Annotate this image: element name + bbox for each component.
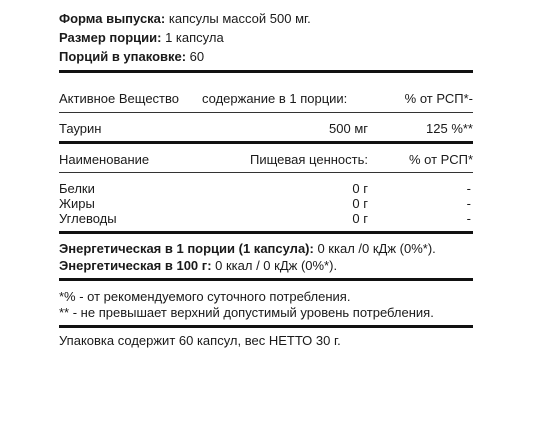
package-info: Упаковка содержит 60 капсул, вес НЕТТО 30 г. [59, 333, 341, 348]
divider-thick [59, 141, 473, 144]
serving-size [59, 30, 224, 45]
substance-rda: 125 %** [426, 121, 473, 136]
nutrient-rda: - [466, 196, 471, 211]
divider-thick [59, 278, 473, 281]
nutrient-amount: 0 г [352, 211, 368, 226]
energy-per-portion-value: 0 ккал /0 кДж (0%*). [313, 241, 436, 256]
nutrient-name: Белки [59, 181, 95, 196]
divider [59, 112, 473, 113]
substance-amount: 500 мг [329, 121, 368, 136]
divider-thick [59, 231, 473, 234]
nutrient-amount: 0 г [352, 181, 368, 196]
divider-thick [59, 325, 473, 328]
col-content-header: содержание в 1 порции: [202, 91, 348, 106]
nutrient-rda: - [466, 181, 471, 196]
nutrient-name: Углеводы [59, 211, 117, 226]
energy-per-portion-label: Энергетическая в 1 порции (1 капсула): [59, 241, 314, 256]
divider-thick [59, 70, 473, 73]
serving-size-value: 1 капсула [161, 30, 224, 45]
serving-size-label: Размер порции: [59, 30, 162, 45]
release-form-value: капсулы массой 500 мг. [165, 11, 311, 26]
col-rda-header: % от РСП*- [404, 91, 473, 106]
substance-name: Таурин [59, 121, 102, 136]
nutrient-amount: 0 г [352, 196, 368, 211]
release-form [59, 11, 311, 26]
divider [59, 172, 473, 173]
servings-per-pack [59, 49, 204, 64]
servings-per-pack-label: Порций в упаковке: [59, 49, 187, 64]
energy-per-portion [59, 241, 436, 256]
footnote-rda: *% - от рекомендуемого суточного потребления. [59, 289, 351, 304]
energy-per-100g-value: 0 ккал / 0 кДж (0%*). [211, 258, 338, 273]
col-substance-header: Активное Вещество [59, 91, 180, 106]
col-name-header: Наименование [59, 152, 150, 167]
col-value-header: Пищевая ценность: [250, 152, 368, 167]
energy-per-100g-label: Энергетическая в 100 г: [59, 258, 212, 273]
release-form-label: Форма выпуска: [59, 11, 166, 26]
energy-per-100g [59, 258, 337, 273]
nutrient-name: Жиры [59, 196, 95, 211]
footnote-upper-limit: ** - не превышает верхний допустимый уровень потребления. [59, 305, 434, 320]
servings-per-pack-value: 60 [186, 49, 205, 64]
col-nutrition-rda-header: % от РСП* [409, 152, 473, 167]
nutrient-rda: - [466, 211, 471, 226]
